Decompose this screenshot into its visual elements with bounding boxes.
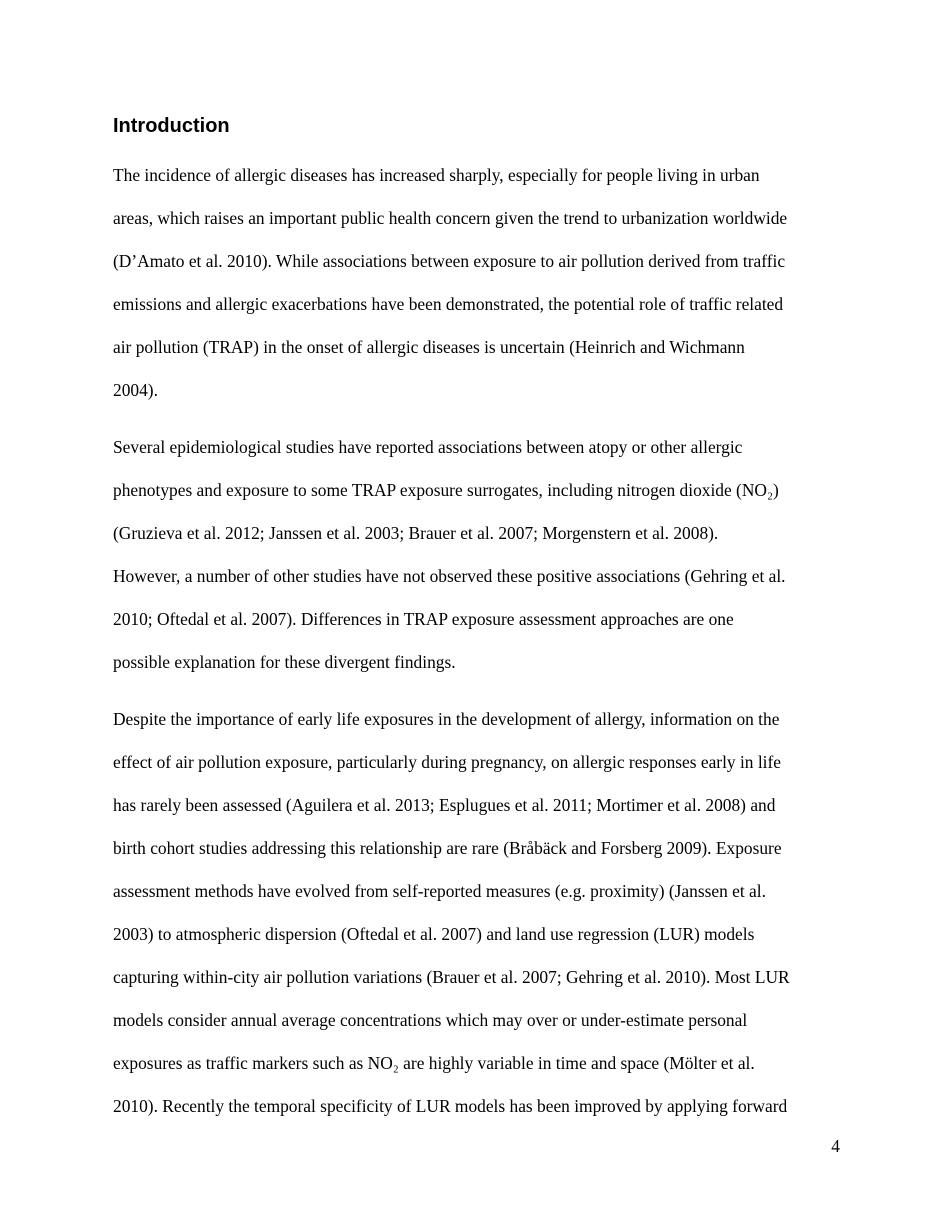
paragraph-line: emissions and allergic exacerbations have been demonstrated, the potential role of traffic related — [113, 294, 784, 314]
paragraph-line: However, a number of other studies have not observed these positive associations (Gehring et al. — [113, 566, 786, 586]
paragraph-line: assessment methods have evolved from self-reported measures (e.g. proximity) (Janssen et al. — [113, 881, 766, 901]
paragraph-1 — [113, 160, 787, 418]
paragraph-line: The incidence of allergic diseases has increased sharply, especially for people living in urban — [113, 165, 760, 185]
paragraph-line: 2004). — [113, 380, 158, 400]
paragraph-3 — [113, 704, 790, 1134]
paragraph-line: Despite the importance of early life exposures in the development of allergy, information on the — [113, 709, 780, 729]
paragraph-line: 2003) to atmospheric dispersion (Oftedal et al. 2007) and land use regression (LUR) models — [113, 924, 755, 944]
paragraph-line: 2010). Recently the temporal specificity of LUR models has been improved by applying forward — [113, 1096, 788, 1116]
paragraph-line: Several epidemiological studies have reported associations between atopy or other allergic — [113, 437, 743, 457]
paragraph-line: capturing within-city air pollution variations (Brauer et al. 2007; Gehring et al. 2010). Most LUR — [113, 967, 790, 987]
section-heading: Introduction — [113, 115, 230, 137]
paragraph-line: exposures as traffic markers such as NO₂ are highly variable in time and space (Mölter et al. — [113, 1053, 755, 1073]
paragraph-line: (D’Amato et al. 2010). While associations between exposure to air pollution derived from traffic — [113, 251, 786, 271]
paragraph-line: possible explanation for these divergent findings. — [113, 652, 456, 672]
paragraph-line: models consider annual average concentrations which may over or under-estimate personal — [113, 1010, 748, 1030]
paragraph-line: air pollution (TRAP) in the onset of allergic diseases is uncertain (Heinrich and Wichmann — [113, 337, 745, 357]
paragraph-line: (Gruzieva et al. 2012; Janssen et al. 2003; Brauer et al. 2007; Morgenstern et al. 2008). — [113, 523, 719, 543]
paragraph-line: effect of air pollution exposure, particularly during pregnancy, on allergic responses early in life — [113, 752, 782, 772]
paragraph-line: has rarely been assessed (Aguilera et al. 2013; Esplugues et al. 2011; Mortimer et al. 2008) and — [113, 795, 776, 815]
page-number: 4 — [831, 1136, 840, 1156]
paragraph-2 — [113, 432, 786, 690]
paragraph-line: birth cohort studies addressing this relationship are rare (Bråbäck and Forsberg 2009). Exposure — [113, 838, 782, 858]
paragraph-line: 2010; Oftedal et al. 2007). Differences in TRAP exposure assessment approaches are one — [113, 609, 734, 629]
paragraph-line: phenotypes and exposure to some TRAP exposure surrogates, including nitrogen dioxide (NO₂) — [113, 480, 779, 500]
paragraph-line: areas, which raises an important public health concern given the trend to urbanization worldwide — [113, 208, 788, 228]
